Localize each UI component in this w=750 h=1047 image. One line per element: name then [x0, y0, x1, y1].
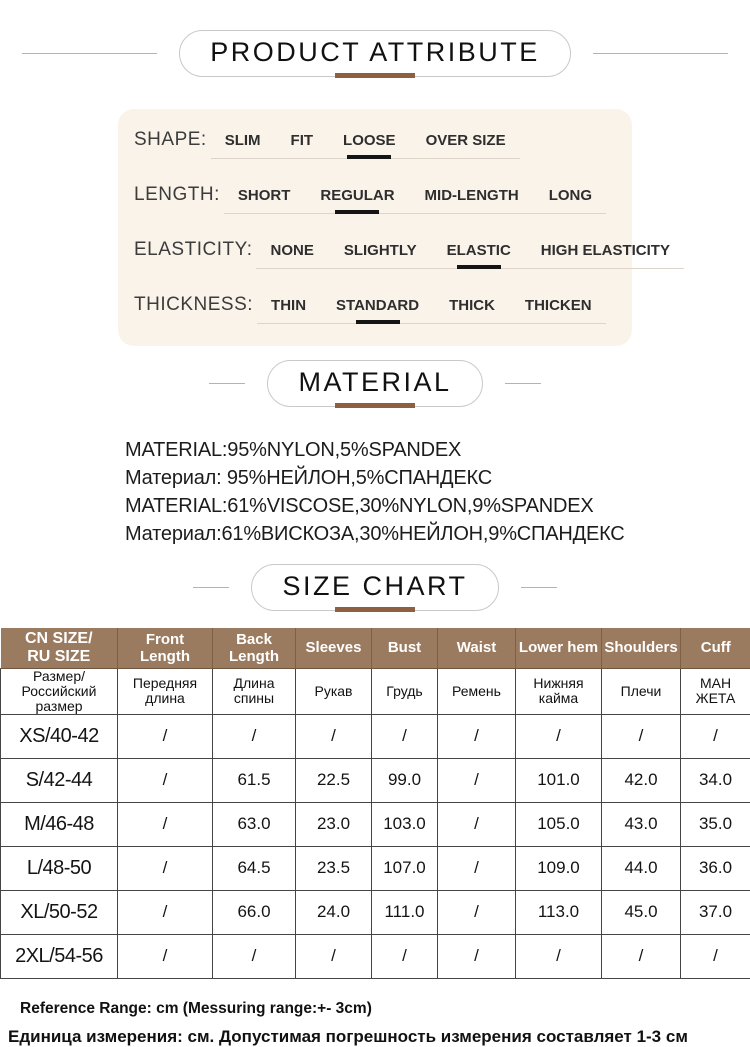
table-header-cell-ru: Рукав	[296, 668, 372, 714]
material-composition-list	[125, 436, 750, 548]
attribute-option: LONG	[549, 187, 592, 204]
value-cell: 61.5	[213, 758, 296, 802]
size-chart-table	[0, 628, 750, 979]
material-title: MATERIAL	[298, 367, 451, 397]
value-cell: 113.0	[516, 890, 602, 934]
table-header-row-ru	[1, 668, 750, 714]
attribute-option: SLIGHTLY	[344, 242, 417, 259]
divider-line	[209, 383, 245, 384]
material-line: MATERIAL:95%NYLON,5%SPANDEX	[125, 436, 750, 464]
value-cell: 42.0	[602, 758, 681, 802]
size-cell: XS/40-42	[1, 714, 118, 758]
attribute-option: THICKEN	[525, 297, 592, 314]
value-cell: 24.0	[296, 890, 372, 934]
value-cell: 111.0	[372, 890, 438, 934]
table-header-cell: Cuff	[681, 628, 750, 668]
size-cell: M/46-48	[1, 802, 118, 846]
measurement-unit-note-ru: Единица измерения: см. Допустимая погрешность измерения составляет 1-3 см	[8, 1027, 750, 1047]
value-cell: /	[372, 714, 438, 758]
value-cell: /	[213, 934, 296, 978]
value-cell: /	[602, 934, 681, 978]
value-cell: /	[438, 890, 516, 934]
table-header-cell-ru: Передняя длина	[118, 668, 213, 714]
value-cell: /	[118, 758, 213, 802]
value-cell: /	[213, 714, 296, 758]
accent-underline-bar	[335, 607, 415, 612]
value-cell: /	[118, 934, 213, 978]
attribute-option: THIN	[271, 297, 306, 314]
value-cell: /	[118, 890, 213, 934]
table-row	[1, 758, 750, 802]
value-cell: 109.0	[516, 846, 602, 890]
value-cell: 103.0	[372, 802, 438, 846]
attribute-options	[257, 297, 606, 324]
divider-line	[193, 587, 229, 588]
value-cell: 22.5	[296, 758, 372, 802]
attribute-options	[224, 187, 606, 214]
table-header-cell-ru: Плечи	[602, 668, 681, 714]
attribute-option-selected: LOOSE	[343, 132, 396, 149]
divider-line	[505, 383, 541, 384]
value-cell: 23.0	[296, 802, 372, 846]
table-row	[1, 802, 750, 846]
table-header-cell: Front Length	[118, 628, 213, 668]
accent-underline-bar	[335, 73, 415, 78]
size-cell: L/48-50	[1, 846, 118, 890]
attribute-row-thickness	[134, 294, 616, 324]
attribute-label: LENGTH:	[134, 184, 224, 206]
attribute-option: NONE	[270, 242, 313, 259]
attribute-option: SLIM	[225, 132, 261, 149]
attribute-option-selected: STANDARD	[336, 297, 419, 314]
attribute-row-shape	[134, 129, 616, 159]
value-cell: 36.0	[681, 846, 750, 890]
value-cell: /	[118, 846, 213, 890]
value-cell: 107.0	[372, 846, 438, 890]
table-header-cell-ru: Длина спины	[213, 668, 296, 714]
attribute-label: ELASTICITY:	[134, 239, 256, 261]
value-cell: /	[438, 714, 516, 758]
material-title-pill	[267, 360, 482, 407]
value-cell: 34.0	[681, 758, 750, 802]
value-cell: 101.0	[516, 758, 602, 802]
table-header-cell-ru: Размер/ Российский размер	[1, 668, 118, 714]
value-cell: /	[296, 714, 372, 758]
table-header-cell: Back Length	[213, 628, 296, 668]
material-line: Материал:61%ВИСКОЗА,30%НЕЙЛОН,9%СПАНДЕКС	[125, 520, 750, 548]
product-attribute-title: PRODUCT ATTRIBUTE	[210, 37, 540, 67]
value-cell: /	[516, 934, 602, 978]
table-header-cell-ru: Нижняя кайма	[516, 668, 602, 714]
value-cell: 23.5	[296, 846, 372, 890]
value-cell: /	[516, 714, 602, 758]
table-header-cell: Waist	[438, 628, 516, 668]
size-chart-header	[0, 564, 750, 611]
material-line: MATERIAL:61%VISCOSE,30%NYLON,9%SPANDEX	[125, 492, 750, 520]
attribute-row-length	[134, 184, 616, 214]
attribute-option: OVER SIZE	[426, 132, 506, 149]
table-header-row-en	[1, 628, 750, 668]
attribute-option: FIT	[291, 132, 314, 149]
value-cell: 105.0	[516, 802, 602, 846]
product-attribute-header	[0, 30, 750, 77]
table-header-cell: CN SIZE/ RU SIZE	[1, 628, 118, 668]
value-cell: 35.0	[681, 802, 750, 846]
attribute-options	[211, 132, 520, 159]
size-cell: XL/50-52	[1, 890, 118, 934]
value-cell: 66.0	[213, 890, 296, 934]
attribute-option-selected: ELASTIC	[447, 242, 511, 259]
table-row	[1, 714, 750, 758]
divider-line	[593, 53, 728, 54]
reference-range-note: Reference Range: cm (Messuring range:+- 3cm)	[20, 1000, 750, 1018]
value-cell: 63.0	[213, 802, 296, 846]
footer	[0, 1000, 750, 1047]
value-cell: /	[372, 934, 438, 978]
value-cell: /	[438, 846, 516, 890]
attribute-option: SHORT	[238, 187, 291, 204]
material-line: Материал: 95%НЕЙЛОН,5%СПАНДЕКС	[125, 464, 750, 492]
attribute-options	[256, 242, 683, 269]
value-cell: 37.0	[681, 890, 750, 934]
size-cell: S/42-44	[1, 758, 118, 802]
value-cell: /	[438, 934, 516, 978]
table-header-cell-ru: Грудь	[372, 668, 438, 714]
attribute-row-elasticity	[134, 239, 616, 269]
attribute-option: HIGH ELASTICITY	[541, 242, 670, 259]
value-cell: /	[296, 934, 372, 978]
value-cell: /	[438, 802, 516, 846]
attribute-option: THICK	[449, 297, 495, 314]
table-row	[1, 890, 750, 934]
value-cell: /	[118, 802, 213, 846]
table-header-cell-ru: Ремень	[438, 668, 516, 714]
accent-underline-bar	[335, 403, 415, 408]
value-cell: 99.0	[372, 758, 438, 802]
divider-line	[521, 587, 557, 588]
value-cell: /	[118, 714, 213, 758]
value-cell: 44.0	[602, 846, 681, 890]
attribute-label: THICKNESS:	[134, 294, 257, 316]
product-attribute-title-pill	[179, 30, 571, 77]
attribute-box	[118, 109, 632, 346]
value-cell: /	[438, 758, 516, 802]
value-cell: /	[681, 934, 750, 978]
table-header-cell: Lower hem	[516, 628, 602, 668]
size-chart-title: SIZE CHART	[282, 571, 467, 601]
value-cell: /	[681, 714, 750, 758]
size-chart-title-pill	[251, 564, 498, 611]
size-cell: 2XL/54-56	[1, 934, 118, 978]
table-header-cell: Sleeves	[296, 628, 372, 668]
attribute-option-selected: REGULAR	[320, 187, 394, 204]
value-cell: 43.0	[602, 802, 681, 846]
table-header-cell: Shoulders	[602, 628, 681, 668]
material-header	[0, 360, 750, 407]
value-cell: 45.0	[602, 890, 681, 934]
attribute-option: MID-LENGTH	[425, 187, 519, 204]
attribute-label: SHAPE:	[134, 129, 211, 151]
table-row	[1, 846, 750, 890]
table-header-cell: Bust	[372, 628, 438, 668]
table-header-cell-ru: МАН ЖЕТА	[681, 668, 750, 714]
divider-line	[22, 53, 157, 54]
value-cell: /	[602, 714, 681, 758]
table-row	[1, 934, 750, 978]
value-cell: 64.5	[213, 846, 296, 890]
